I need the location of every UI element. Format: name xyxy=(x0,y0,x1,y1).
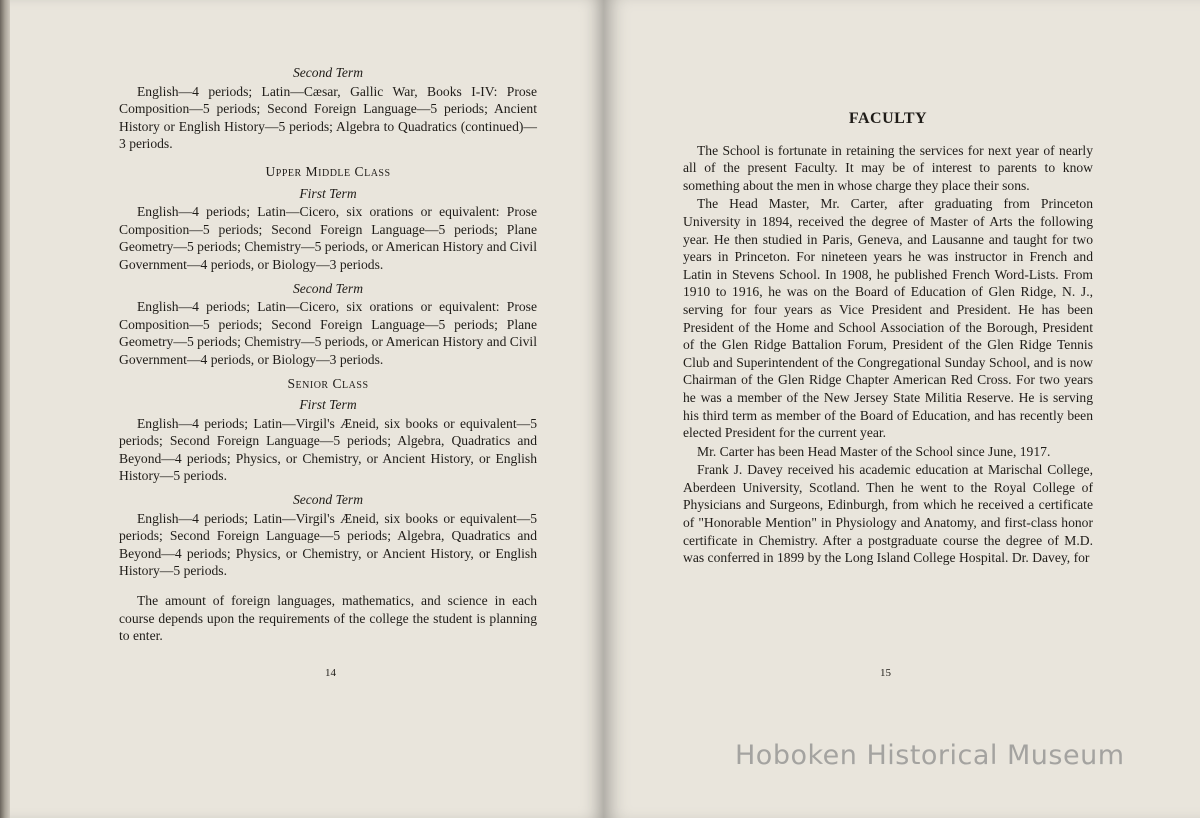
term-heading: First Term xyxy=(299,397,357,413)
faculty-paragraph: The Head Master, Mr. Carter, after graduating from Princeton University in 1894, received the degree of Master of Arts the following year. He then studied in Paris, Geneva, and Lausanne and taught for two years in Princeton. For nineteen years he was instructor in French and Latin in Stevens School. In 1908, he published French Word-Lists. From 1910 to 1916, he was on the Board of Education of Glen Ridge, N. J., serving for four years as Vice President and President. He has been President of the Home and School Association of the Borough, President of the Glen Ridge Battalion Forum, President of the Glen Ridge Tennis Club and Superintendent of the Congregational Sunday School, and is now Chairman of the Glen Ridge Chapter American Red Cross. For two years he was a member of the New Jersey State Militia Reserve. He is serving his third term as member of the Board of Education, and has recently been elected President for the current year. xyxy=(683,196,1093,441)
page-edge xyxy=(0,0,10,818)
term-paragraph: English—4 periods; Latin—Cicero, six orations or equivalent: Prose Composition—5 periods; Second Foreign Language—5 periods; Plane Geometry—5 periods; Chemistry—5 periods, or American History and Civil Government—4 periods, or Biology—3 periods. xyxy=(119,299,537,367)
page-number: 14 xyxy=(325,667,336,679)
faculty-paragraph: Frank J. Davey received his academic education at Marischal College, Aberdeen University, Scotland. Then he went to the Royal College of Physicians and Surgeons, Edinburgh, from which he received a certificate of "Honorable Mention" in Physiology and Anatomy, and first-class honor certificate in Chemistry. After a postgraduate course the degree of M.D. was conferred in 1899 by the Long Island College Hospital. Dr. Davey, for xyxy=(683,462,1093,566)
page-number: 15 xyxy=(880,667,891,679)
faculty-title: FACULTY xyxy=(848,110,928,127)
faculty-paragraph: Mr. Carter has been Head Master of the School since June, 1917. xyxy=(697,443,1051,459)
term-heading: Second Term xyxy=(292,492,364,508)
term-heading: Second Term xyxy=(292,65,364,80)
term-paragraph: English—4 periods; Latin—Virgil's Æneid, six books or equivalent—5 periods; Second Foreign Language—5 periods; Algebra, Quadratics and Beyond—4 periods; Physics, or Chemistry, or Ancient History, or English History—5 periods. xyxy=(119,415,537,484)
term-paragraph: English—4 periods; Latin—Virgil's Æneid, six books or equivalent—5 periods; Second Foreign Language—5 periods; Algebra, Quadratics and Beyond—4 periods; Physics, or Chemistry, or Ancient History, or English History—5 periods. xyxy=(119,510,537,579)
faculty-paragraph: The School is fortunate in retaining the services for next year of nearly all of the present Faculty. It may be of interest to parents to know something about the men in whose charge they place their sons. xyxy=(683,142,1093,193)
class-heading-upper-middle: Upper Middle Class xyxy=(265,163,391,179)
museum-watermark: Hoboken Historical Museum xyxy=(735,740,1125,771)
class-heading-senior: Senior Class xyxy=(287,375,369,391)
right-page-text xyxy=(683,110,1093,568)
term-paragraph: English—4 periods; Latin—Cicero, six orations or equivalent: Prose Composition—5 periods; Second Foreign Language—5 periods; Plane Geometry—5 periods; Chemistry—5 periods, or American History and Civil Government—4 periods, or Biology—3 periods. xyxy=(119,204,537,272)
term-heading: First Term xyxy=(299,185,357,201)
term-heading: Second Term xyxy=(292,280,364,296)
term-paragraph: English—4 periods; Latin—Cæsar, Gallic War, Books I-IV: Prose Composition—5 periods; Second Foreign Language—5 periods; Ancient History or English History—5 periods; Algebra to Quadratics (continued)—3 periods. xyxy=(119,83,537,152)
left-page-text xyxy=(119,60,537,645)
closing-paragraph: The amount of foreign languages, mathematics, and science in each course depends upon the requirements of the college the student is planning to enter. xyxy=(119,593,537,644)
